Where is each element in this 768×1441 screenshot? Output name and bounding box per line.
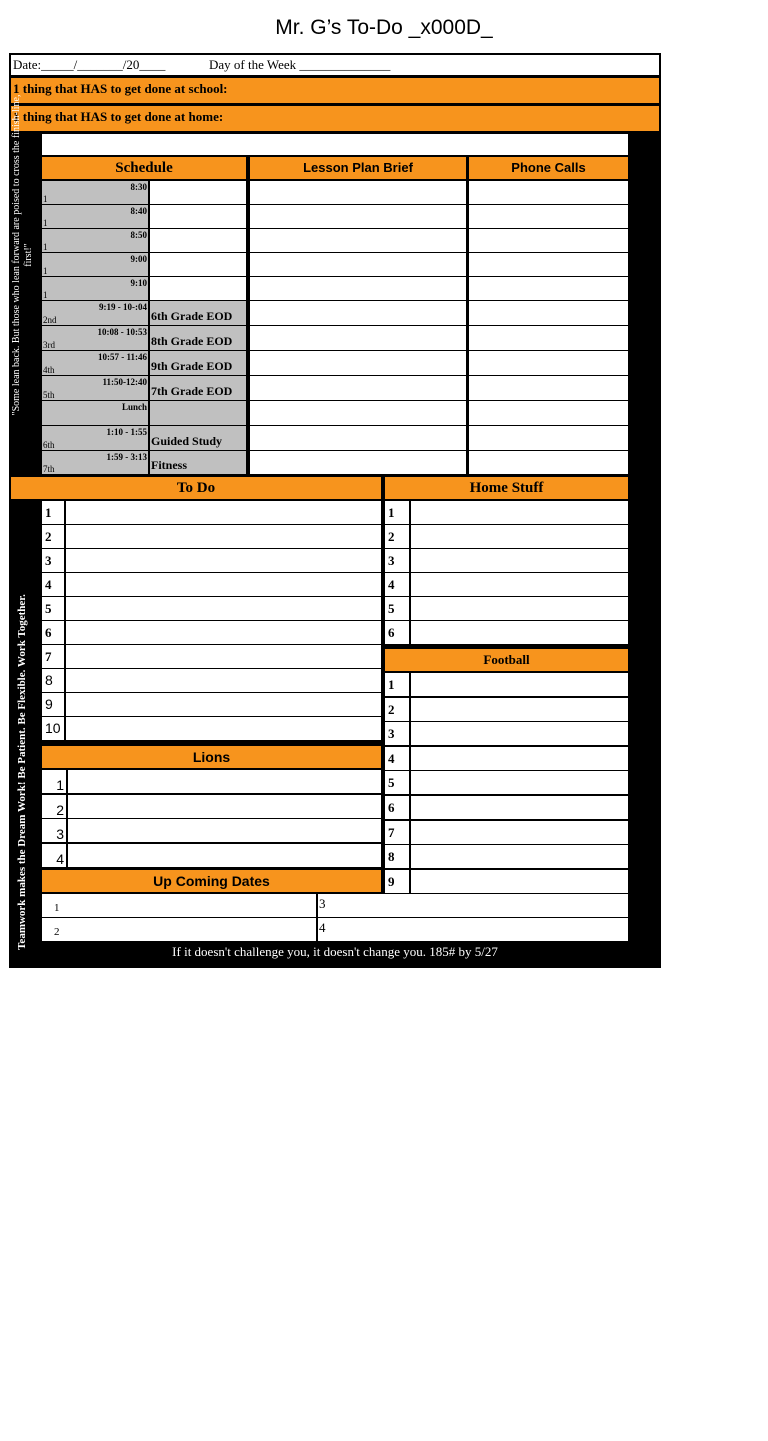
date-field[interactable]: Date:_____/_______/20____	[13, 57, 166, 72]
phone-call-cell[interactable]	[469, 181, 628, 204]
home-stuff-field[interactable]	[411, 549, 628, 572]
day-of-week-field[interactable]: Day of the Week ______________	[209, 57, 391, 72]
todo-item-field[interactable]	[66, 525, 381, 548]
todo-item-field[interactable]	[66, 645, 381, 668]
period-label: 1	[43, 194, 48, 204]
time-label: 1:59 - 3:13	[106, 452, 147, 462]
right-quote: Do all things without grumbling or disputing. Philippians 2:14 "Come, all you who are struggling hard and carrying heavy loads, and I will give you rest." Matthew 11:28	[662, 155, 672, 1441]
lions-number: 2	[42, 795, 66, 818]
lions-field[interactable]	[68, 795, 381, 818]
schedule-time-cell	[42, 426, 148, 450]
footer-quote: If it doesn't challenge you, it doesn't change you. 185# by 5/27	[172, 944, 498, 959]
schedule-time-cell	[42, 301, 148, 325]
lions-field[interactable]	[68, 770, 381, 793]
schedule-class-cell[interactable]: Fitness	[150, 451, 246, 474]
football-number: 3	[385, 722, 409, 745]
home-stuff-field[interactable]	[411, 501, 628, 524]
schedule-time-cell	[42, 277, 148, 300]
time-label: 9:00	[130, 254, 147, 264]
phone-call-cell[interactable]	[469, 426, 628, 450]
schedule-class-cell[interactable]	[150, 181, 246, 204]
lesson-plan-cell[interactable]	[250, 301, 466, 325]
home-stuff-field[interactable]	[411, 621, 628, 644]
time-label: 10:57 - 11:46	[98, 352, 147, 362]
lesson-plan-cell[interactable]	[250, 401, 466, 425]
period-label: 3rd	[43, 340, 55, 350]
schedule-time-cell	[42, 326, 148, 350]
phone-call-cell[interactable]	[469, 451, 628, 474]
lesson-plan-cell[interactable]	[250, 253, 466, 276]
schedule-header: Schedule	[42, 157, 246, 179]
home-stuff-field[interactable]	[411, 597, 628, 620]
left-quote: "Some lean back. But those who lean forward are poised to cross the finish-line, first!"	[11, 94, 34, 416]
lions-number: 4	[42, 844, 66, 867]
phone-call-cell[interactable]	[469, 229, 628, 252]
schedule-class-cell[interactable]	[150, 253, 246, 276]
upcoming-date-left[interactable]: 2	[42, 918, 316, 941]
phone-call-cell[interactable]	[469, 205, 628, 228]
time-label: 1:10 - 1:55	[106, 427, 147, 437]
school-task-bar[interactable]: 1 thing that HAS to get done at school:	[11, 78, 659, 103]
period-label: 6th	[43, 440, 55, 450]
time-label: 8:50	[130, 230, 147, 240]
phone-call-cell[interactable]	[469, 253, 628, 276]
home-stuff-number: 2	[385, 525, 409, 548]
todo-number: 2	[42, 525, 64, 548]
home-stuff-number: 3	[385, 549, 409, 572]
lesson-plan-cell[interactable]	[250, 205, 466, 228]
phone-call-cell[interactable]	[469, 326, 628, 350]
time-label: 9:10	[130, 278, 147, 288]
todo-number: 4	[42, 573, 64, 596]
football-number: 8	[385, 845, 409, 868]
lesson-plan-cell[interactable]	[250, 181, 466, 204]
lesson-plan-header: Lesson Plan Brief	[250, 157, 466, 179]
lesson-plan-cell[interactable]	[250, 376, 466, 400]
home-stuff-number: 5	[385, 597, 409, 620]
schedule-time-cell	[42, 376, 148, 400]
todo-number: 6	[42, 621, 64, 644]
football-number: 9	[385, 870, 409, 893]
home-stuff-number: 4	[385, 573, 409, 596]
period-label: 2nd	[43, 315, 57, 325]
schedule-class-cell[interactable]	[150, 277, 246, 300]
time-label: 8:40	[130, 206, 147, 216]
schedule-class-cell[interactable]: 9th Grade EOD	[150, 351, 246, 375]
football-field[interactable]	[411, 722, 628, 745]
todo-item-field[interactable]	[66, 621, 381, 644]
upcoming-date-right[interactable]: 3	[318, 894, 628, 917]
time-label: 9:19 - 10-:04	[99, 302, 147, 312]
schedule-class-cell[interactable]	[150, 401, 246, 425]
lions-field[interactable]	[68, 819, 381, 842]
schedule-time-cell	[42, 181, 148, 204]
lesson-plan-cell[interactable]	[250, 326, 466, 350]
period-label: 1	[43, 266, 48, 276]
planner-sheet	[9, 53, 672, 1441]
schedule-time-cell	[42, 205, 148, 228]
todo-item-field[interactable]	[66, 501, 381, 524]
todo-item-field[interactable]	[66, 573, 381, 596]
lesson-plan-cell[interactable]	[250, 229, 466, 252]
lesson-plan-cell[interactable]	[250, 451, 466, 474]
todo-item-field[interactable]	[66, 549, 381, 572]
lions-field[interactable]	[68, 844, 381, 867]
schedule-time-cell	[42, 351, 148, 375]
todo-header: To Do	[11, 477, 381, 499]
phone-call-cell[interactable]	[469, 376, 628, 400]
todo-number: 3	[42, 549, 64, 572]
todo-item-field[interactable]	[66, 597, 381, 620]
football-number: 4	[385, 747, 409, 770]
todo-item-field[interactable]	[66, 693, 381, 716]
period-label: 5th	[43, 390, 55, 400]
period-label: 1	[43, 218, 48, 228]
football-field[interactable]	[411, 796, 628, 819]
schedule-class-cell[interactable]	[150, 229, 246, 252]
schedule-time-cell	[42, 401, 148, 425]
phone-calls-header: Phone Calls	[469, 157, 628, 179]
todo-number: 9	[42, 693, 64, 716]
phone-call-cell[interactable]	[469, 351, 628, 375]
todo-number: 5	[42, 597, 64, 620]
todo-number: 1	[42, 501, 64, 524]
time-label: 11:50-12:40	[102, 377, 147, 387]
football-field[interactable]	[411, 673, 628, 696]
page-title: Mr. G’s To-Do _x000D_	[275, 16, 493, 39]
football-field[interactable]	[411, 698, 628, 721]
home-task-bar[interactable]: 1 thing that HAS to get done at home:	[11, 106, 659, 131]
football-field[interactable]	[411, 771, 628, 794]
lions-header: Lions	[42, 746, 381, 768]
football-field[interactable]	[411, 845, 628, 868]
upcoming-date-right[interactable]: 4	[318, 918, 628, 941]
lions-number: 3	[42, 819, 66, 842]
time-label: 10:08 - 10:53	[97, 327, 147, 337]
schedule-time-cell	[42, 253, 148, 276]
football-number: 5	[385, 771, 409, 794]
todo-item-field[interactable]	[66, 669, 381, 692]
period-label: 1	[43, 290, 48, 300]
schedule-class-cell[interactable]: 8th Grade EOD	[150, 326, 246, 350]
lesson-plan-cell[interactable]	[250, 277, 466, 300]
phone-call-cell[interactable]	[469, 401, 628, 425]
football-number: 6	[385, 796, 409, 819]
todo-number: 7	[42, 645, 64, 668]
period-label: 7th	[43, 464, 55, 474]
schedule-class-cell[interactable]	[150, 205, 246, 228]
blank-row[interactable]	[42, 134, 628, 155]
football-field[interactable]	[411, 870, 628, 893]
home-stuff-header: Home Stuff	[385, 477, 628, 499]
home-stuff-number: 1	[385, 501, 409, 524]
home-stuff-field[interactable]	[411, 525, 628, 548]
lions-number: 1	[42, 770, 66, 793]
phone-call-cell[interactable]	[469, 301, 628, 325]
todo-item-field[interactable]	[66, 717, 381, 740]
upcoming-date-left[interactable]: 1	[42, 894, 316, 917]
schedule-time-cell	[42, 451, 148, 474]
date-row	[11, 55, 659, 75]
home-stuff-number: 6	[385, 621, 409, 644]
lesson-plan-cell[interactable]	[250, 426, 466, 450]
upcoming-dates-header: Up Coming Dates	[42, 870, 381, 892]
todo-number: 10	[42, 717, 64, 740]
left-motto: Teamwork makes the Dream Work! Be Patient. Be Flexible. Work Together.	[16, 594, 28, 950]
football-field[interactable]	[411, 747, 628, 770]
schedule-class-cell[interactable]: 6th Grade EOD	[150, 301, 246, 325]
phone-call-cell[interactable]	[469, 277, 628, 300]
period-label: 1	[43, 242, 48, 252]
football-field[interactable]	[411, 821, 628, 844]
time-label: 8:30	[130, 182, 147, 192]
period-label: 4th	[43, 365, 55, 375]
todo-number: 8	[42, 669, 64, 692]
schedule-time-cell	[42, 229, 148, 252]
football-number: 2	[385, 698, 409, 721]
football-header: Football	[385, 649, 628, 671]
time-label: Lunch	[121, 402, 147, 412]
schedule-class-cell[interactable]: 7th Grade EOD	[150, 376, 246, 400]
football-number: 7	[385, 821, 409, 844]
schedule-class-cell[interactable]: Guided Study	[150, 426, 246, 450]
football-number: 1	[385, 673, 409, 696]
lesson-plan-cell[interactable]	[250, 351, 466, 375]
home-stuff-field[interactable]	[411, 573, 628, 596]
